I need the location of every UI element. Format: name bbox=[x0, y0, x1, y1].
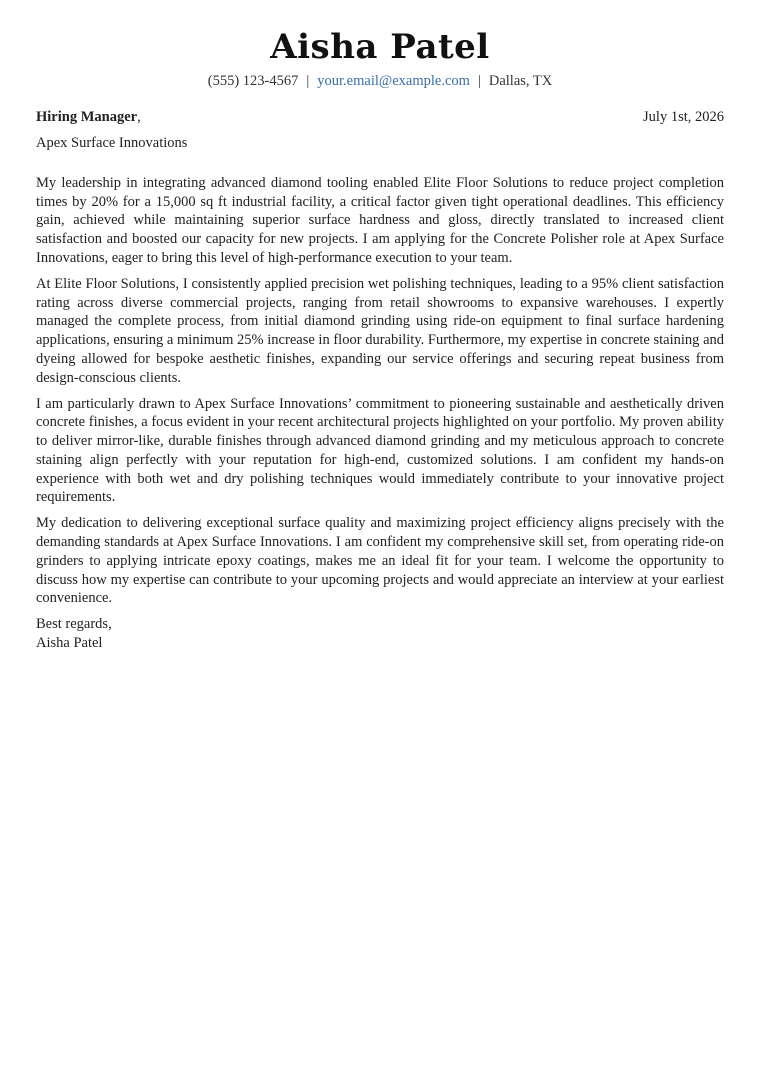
body-paragraph: My dedication to delivering exceptional surface quality and maximizing project efficiency aligns precisely with the demanding standards at Apex Surface Innovations. I am confident my comprehensive skill set, from operating ride-on grinders to applying intricate epoxy coatings, makes me an ideal fit for your team. I welcome the opportunity to discuss how my expertise can contribute to your upcoming projects and would appreciate an interview at your earliest convenience. bbox=[36, 515, 724, 607]
letter-closing bbox=[36, 615, 724, 652]
applicant-name: Aisha Patel bbox=[270, 27, 490, 67]
letter-body bbox=[36, 174, 724, 608]
email-link[interactable]: your.email@example.com bbox=[317, 73, 470, 89]
body-paragraph: I am particularly drawn to Apex Surface Innovations’ commitment to pioneering sustainable and aesthetically driven concrete finishes, a focus evident in your recent architectural projects highlighted on your portfolio. My proven ability to deliver mirror-like, durable finishes through advanced diamond grinding and my meticulous approach to concrete staining align perfectly with your reputation for high-end, customized solutions. I am confident my hands-on experience with both wet and dry polishing techniques would immediately contribute to your innovative project requirements. bbox=[36, 395, 724, 506]
letter-date: July 1st, 2026 bbox=[643, 109, 724, 125]
signature-name: Aisha Patel bbox=[36, 635, 103, 652]
recipient-name-comma: , bbox=[137, 109, 141, 125]
contact-separator: | bbox=[477, 73, 481, 89]
recipient-name: Hiring Manager bbox=[36, 109, 138, 125]
body-paragraph: At Elite Floor Solutions, I consistently applied precision wet polishing techniques, leading to a 95% client satisfaction rating across diverse commercial projects, ranging from retail showrooms to expansive warehouses. I expertly managed the complete process, from initial diamond grinding using ride-on equipment to final surface hardening applications, ensuring a minimum 25% increase in floor durability. Furthermore, my expertise in concrete staining and dyeing allowed for bespoke aesthetic finishes, expanding our service offerings and securing repeat business from design-conscious clients. bbox=[36, 276, 724, 386]
contact-separator: | bbox=[306, 73, 310, 89]
body-paragraph: My leadership in integrating advanced diamond tooling enabled Elite Floor Solutions to reduce project completion times by 20% for a 15,000 sq ft industrial facility, a critical factor given tight operational deadlines. This efficiency gain, achieved while maintaining superior surface hardness and gloss, directly translated to increased client satisfaction and boosted our capacity for new projects. I am applying for the Concrete Polisher role at Apex Surface Innovations, eager to bring this level of high-performance execution to your team. bbox=[36, 175, 724, 266]
recipient-line bbox=[36, 108, 141, 126]
contact-line bbox=[36, 72, 724, 90]
location: Dallas, TX bbox=[488, 73, 553, 89]
recipient-date-row bbox=[36, 108, 724, 126]
closing-salutation: Best regards, bbox=[36, 616, 112, 633]
phone-number: (555) 123-4567 bbox=[207, 73, 299, 89]
recipient-company: Apex Surface Innovations bbox=[36, 135, 188, 151]
